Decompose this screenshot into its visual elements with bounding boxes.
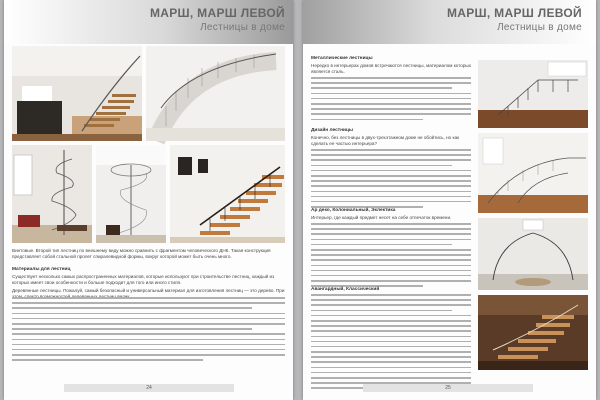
staircase-photo-spiral-living [12, 145, 92, 243]
design-text-lines [311, 149, 471, 211]
staircase-photo-wood-spiral [478, 295, 588, 370]
header-subtitle: Лестницы в доме [200, 22, 285, 33]
body-text-lines [12, 297, 285, 364]
section-heading-materials: Материалы для лестниц [12, 267, 71, 272]
staircase-photo-double-curved [478, 218, 588, 290]
design-body-text: Конечно, без лестницы в двух-трехэтажном доме не обойтись, но как сделать ее частью интерьера? [311, 135, 460, 146]
style-text-lines [311, 223, 471, 290]
body-text: Деревянные лестницы. Пожалуй, самый безопасный и универсальный материал для изготовления лестниц — это дерево. При [12, 288, 285, 293]
header-title: МАРШ, МАРШ ЛЕВОЙ [149, 6, 285, 20]
right-page [303, 0, 596, 400]
modern-text-lines [311, 294, 471, 393]
left-header-title-block [140, 6, 285, 33]
metal-text-lines [311, 77, 471, 124]
staircase-photo-dark-wood [170, 145, 285, 243]
staircase-photo-modern-white [478, 60, 588, 128]
left-page [4, 0, 293, 400]
header-subtitle: Лестницы в доме [497, 22, 582, 33]
staircase-photo-white-curved [146, 46, 285, 141]
header-title-block [447, 6, 582, 33]
page-number-footer [363, 384, 533, 392]
page-number: 25 [445, 385, 451, 391]
section-heading-metal: Металлические лестницы [311, 56, 373, 61]
staircase-photo-spiral-hall [96, 145, 166, 243]
staircase-photo-classic-foyer [478, 133, 588, 213]
subheading-style: Ар деко, Колониальный, Эклектика [311, 208, 396, 213]
page-number-footer [64, 384, 234, 392]
intro-text: Существует несколько самых распространенных материалов, которые используют при строительстве лестниц, каждый из которых имеет свои особенности и больше подходит для того или иного стиля. [12, 274, 275, 285]
page-number: 24 [146, 385, 152, 391]
subheading-modern: Авангардный, Классический [311, 287, 380, 292]
staircase-photo-modern-kitchen [12, 46, 142, 141]
caption-text: Винтовые. Второй тип лестниц по внешнему виду можно сравнить с фрагментом человеческого ДНК. Такая конструкция представляет собой стальной пролет спиралевидной формы, вокруг которой может быть очень много. [12, 248, 271, 259]
metal-body-text: Нередко в интерьерах домов встречаются лестницы, материалом которых является сталь. [311, 63, 471, 74]
subheading-design: Дизайн лестницы [311, 128, 354, 133]
header-title: МАРШ, МАРШ ЛЕВОЙ [446, 6, 582, 20]
style-body-text: Интерьер, где каждый предмет несет на себе отпечаток времени. [311, 215, 452, 220]
